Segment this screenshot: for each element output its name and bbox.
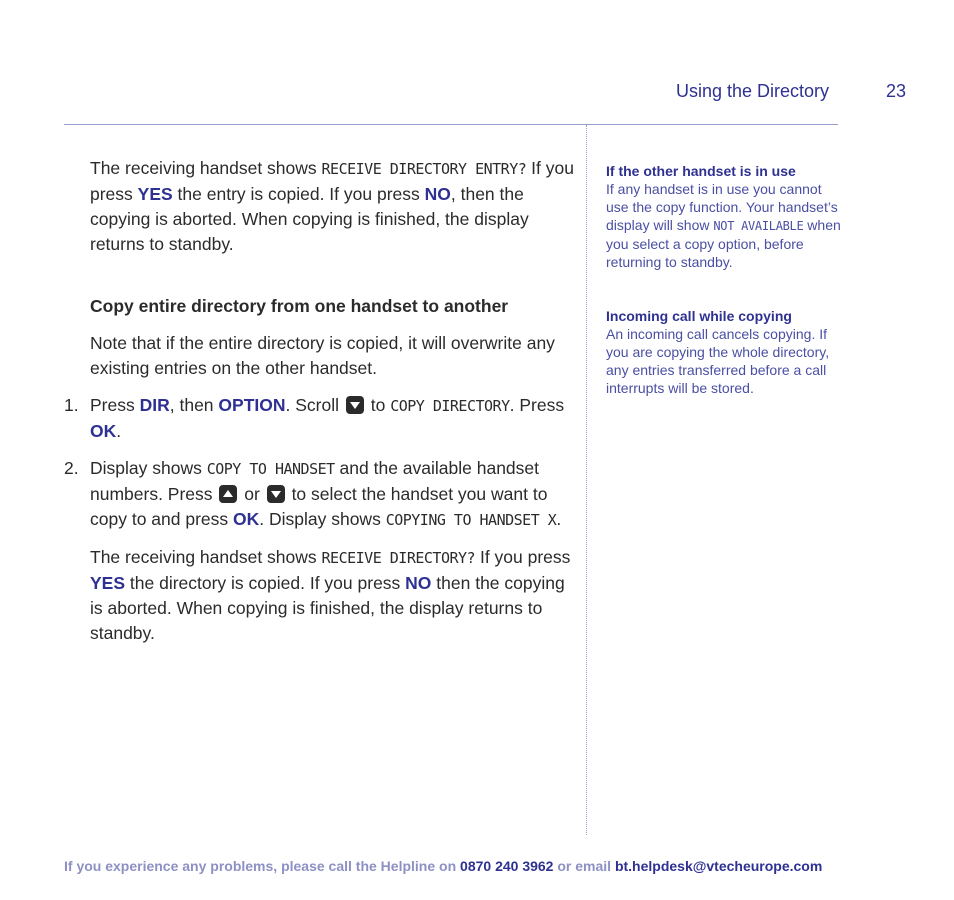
key-no: NO — [405, 573, 432, 593]
key-dir: DIR — [139, 395, 170, 415]
helpdesk-email: bt.helpdesk@vtecheurope.com — [614, 858, 823, 874]
display-text: RECEIVE DIRECTORY? — [321, 549, 476, 567]
display-text: COPY DIRECTORY — [390, 397, 510, 415]
step-2-followup: The receiving handset shows RECEIVE DIRECTORY? If you press YES the directory is copied. If you press NO then the copying is aborted. When copying is finished, the display returns to standby. — [90, 547, 571, 643]
step-number: 2. — [64, 458, 79, 478]
step-2: 2. Display shows COPY TO HANDSET and the available handset numbers. Press or to select the handset you want to copy to and press OK. Display shows COPYING TO HANDSET X. — [64, 458, 562, 529]
column-divider — [586, 125, 587, 835]
display-text: NOT AVAILABLE — [713, 219, 804, 233]
sidebar-note-title: Incoming call while copying — [606, 308, 792, 324]
scroll-up-icon — [219, 485, 237, 503]
key-yes: YES — [137, 184, 173, 204]
scroll-down-icon — [346, 396, 364, 414]
main-column — [64, 156, 580, 646]
page-section-title: Using the Directory — [676, 81, 830, 101]
sidebar-note-text: An incoming call cancels copying. If you are copying the whole directory, any entries transferred before a call interrupts will be stored. — [606, 326, 830, 396]
scroll-down-icon — [267, 485, 285, 503]
sidebar-note-incoming-call — [606, 307, 842, 397]
key-no: NO — [424, 184, 451, 204]
sidebar-note-title: If the other handset is in use — [606, 163, 796, 179]
step-number: 1. — [64, 395, 79, 415]
header-divider — [64, 124, 838, 125]
note-paragraph: Note that if the entire directory is copied, it will overwrite any existing entries on the other handset. — [90, 333, 555, 378]
key-ok: OK — [90, 421, 117, 441]
footer-helpline: If you experience any problems, please call the Helpline on 0870 240 3962 or email bt.helpdesk@vtecheurope.com — [64, 858, 823, 874]
key-ok: OK — [233, 509, 260, 529]
display-text: RECEIVE DIRECTORY ENTRY? — [321, 160, 527, 178]
key-yes: YES — [90, 573, 126, 593]
section-heading: Copy entire directory from one handset to another — [90, 296, 509, 316]
display-text: COPY TO HANDSET — [206, 460, 335, 478]
page-number: 23 — [886, 81, 907, 101]
sidebar-note-text: If any handset is in use you cannot use the copy function. Your handset’s display will show NOT AVAILABLE when you select a copy option, before returning to standby. — [606, 181, 841, 270]
sidebar-note-handset-in-use — [606, 162, 842, 271]
key-option: OPTION — [218, 395, 286, 415]
helpline-phone: 0870 240 3962 — [460, 858, 554, 874]
display-text: COPYING TO HANDSET X — [385, 511, 557, 529]
step-1: 1. Press DIR, then OPTION. Scroll to COPY DIRECTORY. Press OK. — [64, 395, 565, 441]
intro-paragraph: The receiving handset shows RECEIVE DIRECTORY ENTRY? If you press YES the entry is copied. If you press NO, then the copying is aborted. When copying is finished, the display returns to standby. — [90, 158, 574, 254]
